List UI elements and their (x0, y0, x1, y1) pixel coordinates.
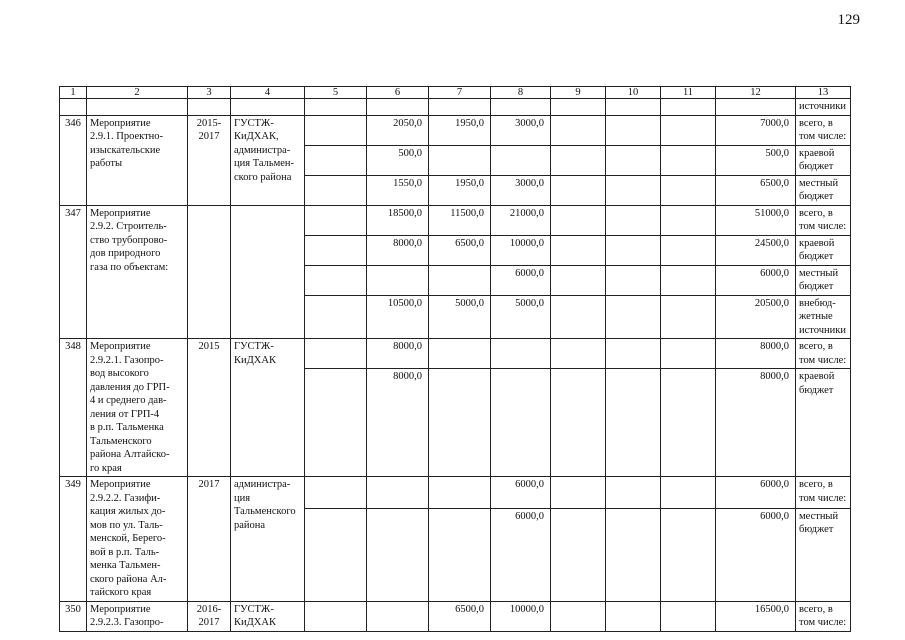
value-cell: 10000,0 (491, 601, 551, 631)
value-cell: 11500,0 (429, 205, 491, 235)
source-cell: всего, в том числе: (796, 205, 851, 235)
source-cell: всего, в том числе: (796, 601, 851, 631)
value-cell: 500,0 (367, 145, 429, 175)
measure-name: Мероприятие 2.9.2. Строитель- ство трубопрово- дов природного газа по объектам: (87, 205, 188, 339)
value-cell: 1550,0 (367, 175, 429, 205)
executor-cell: администра- ция Тальменского района (231, 477, 305, 602)
source-cell: краевой бюджет (796, 369, 851, 477)
years-cell: 2016- 2017 (188, 601, 231, 631)
header-cell: 12 (716, 87, 796, 99)
source-cell: местный бюджет (796, 265, 851, 295)
value-cell: 18500,0 (367, 205, 429, 235)
value-cell: 6000,0 (491, 265, 551, 295)
header-cell: 13 (796, 87, 851, 99)
measure-name: Мероприятие 2.9.2.1. Газопро- вод высокого давления до ГРП- 4 и среднего дав- ления от ГРП-4 в р.п. Тальменка Тальменского района Алтайско- го края (87, 339, 188, 477)
header-cell: 3 (188, 87, 231, 99)
value-cell: 16500,0 (716, 601, 796, 631)
years-cell: 2015 (188, 339, 231, 477)
source-cell: краевой бюджет (796, 235, 851, 265)
value-cell: 51000,0 (716, 205, 796, 235)
value-cell: 20500,0 (716, 295, 796, 339)
header-cell: 11 (661, 87, 716, 99)
table-row (60, 339, 851, 369)
table-row (60, 205, 851, 235)
budget-table (59, 86, 851, 632)
source-cell: местный бюджет (796, 508, 851, 601)
header-cell: 10 (606, 87, 661, 99)
source-cell: всего, в том числе: (796, 115, 851, 145)
measure-name: Мероприятие 2.9.2.3. Газопро- (87, 601, 188, 631)
value-cell: 6000,0 (716, 265, 796, 295)
source-cell: источники (796, 99, 851, 116)
value-cell: 6000,0 (491, 508, 551, 601)
source-cell: внебюд- жетные источники (796, 295, 851, 339)
value-cell: 2050,0 (367, 115, 429, 145)
value-cell: 5000,0 (429, 295, 491, 339)
years-cell: 2015- 2017 (188, 115, 231, 205)
value-cell: 8000,0 (367, 369, 429, 477)
value-cell: 5000,0 (491, 295, 551, 339)
executor-cell: ГУСТЖ- КиДХАК (231, 339, 305, 477)
value-cell: 6000,0 (716, 477, 796, 509)
continuation-row (60, 99, 851, 116)
header-cell: 4 (231, 87, 305, 99)
value-cell: 8000,0 (367, 339, 429, 369)
page-number: 129 (837, 12, 860, 28)
value-cell: 6500,0 (429, 235, 491, 265)
value-cell: 3000,0 (491, 175, 551, 205)
row-number: 347 (60, 205, 87, 339)
header-cell: 1 (60, 87, 87, 99)
value-cell: 7000,0 (716, 115, 796, 145)
value-cell: 6000,0 (716, 508, 796, 601)
row-number: 346 (60, 115, 87, 205)
header-cell: 8 (491, 87, 551, 99)
value-cell: 8000,0 (367, 235, 429, 265)
source-cell: всего, в том числе: (796, 477, 851, 509)
header-cell: 7 (429, 87, 491, 99)
header-cell: 2 (87, 87, 188, 99)
row-number: 350 (60, 601, 87, 631)
header-cell: 6 (367, 87, 429, 99)
table-row (60, 477, 851, 509)
executor-cell: ГУСТЖ- КиДХАК (231, 601, 305, 631)
source-cell: краевой бюджет (796, 145, 851, 175)
value-cell: 6000,0 (491, 477, 551, 509)
measure-name: Мероприятие 2.9.2.2. Газифи- кация жилых до- мов по ул. Таль- менской, Берего- вой в р.п. Таль- менка Тальмен- ского района Ал- тайского края (87, 477, 188, 602)
value-cell: 3000,0 (491, 115, 551, 145)
executor-cell: ГУСТЖ- КиДХАК, администра- ция Тальмен- ского района (231, 115, 305, 205)
value-cell: 8000,0 (716, 369, 796, 477)
row-number: 349 (60, 477, 87, 602)
years-cell: 2017 (188, 477, 231, 602)
measure-name: Мероприятие 2.9.1. Проектно- изыскательские работы (87, 115, 188, 205)
value-cell: 6500,0 (429, 601, 491, 631)
value-cell: 1950,0 (429, 115, 491, 145)
value-cell: 500,0 (716, 145, 796, 175)
source-cell: всего, в том числе: (796, 339, 851, 369)
header-cell: 5 (305, 87, 367, 99)
value-cell: 10500,0 (367, 295, 429, 339)
header-cell: 9 (551, 87, 606, 99)
value-cell: 21000,0 (491, 205, 551, 235)
value-cell: 8000,0 (716, 339, 796, 369)
value-cell: 6500,0 (716, 175, 796, 205)
source-cell: местный бюджет (796, 175, 851, 205)
table-row (60, 115, 851, 145)
row-number: 348 (60, 339, 87, 477)
value-cell: 10000,0 (491, 235, 551, 265)
table-row (60, 601, 851, 631)
header-row (60, 87, 851, 99)
value-cell: 1950,0 (429, 175, 491, 205)
value-cell: 24500,0 (716, 235, 796, 265)
